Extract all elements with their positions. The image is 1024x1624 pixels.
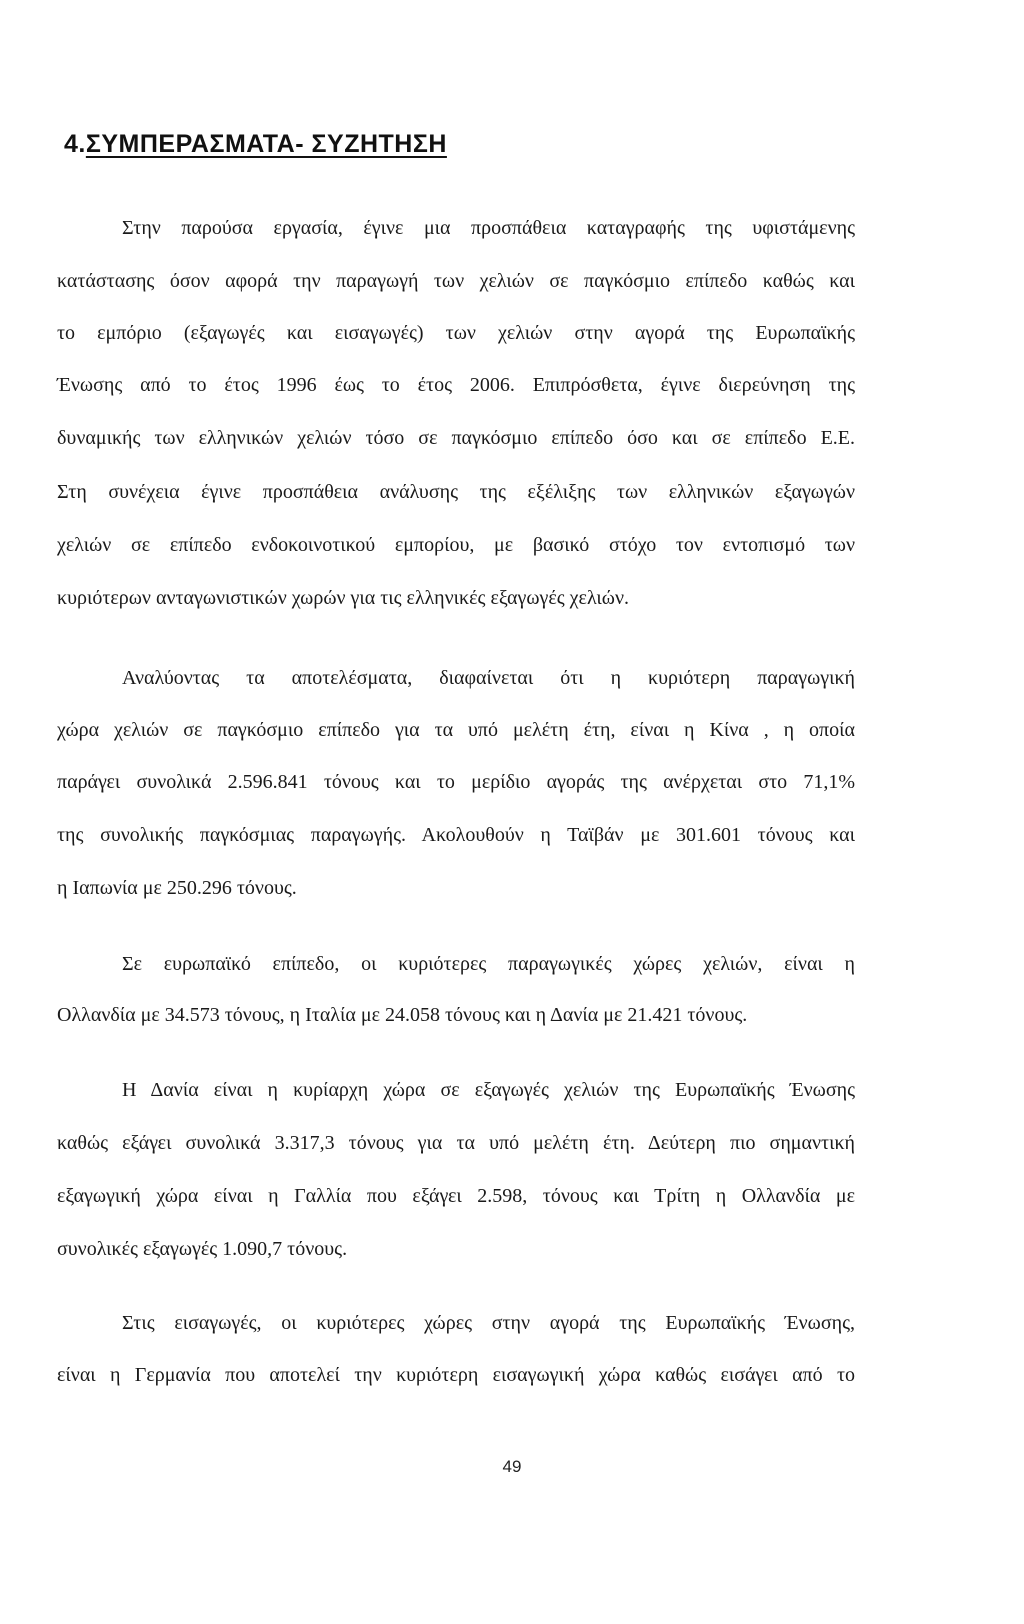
paragraph-4-line-1: Η Δανία είναι η κυρίαρχη χώρα σε εξαγωγές χελιών της Ευρωπαϊκής Ένωσης: [122, 1079, 855, 1101]
page-number: 49: [502, 1457, 522, 1476]
section-title: ΣΥΜΠΕΡΑΣΜΑΤΑ- ΣΥΖΗΤΗΣΗ: [85, 130, 447, 158]
paragraph-2-line-4: της συνολικής παγκόσμιας παραγωγής. Ακολουθούν η Ταϊβάν με 301.601 τόνους και: [57, 824, 855, 846]
paragraph-2-line-1: Αναλύοντας τα αποτελέσματα, διαφαίνεται ότι η κυριότερη παραγωγική: [122, 667, 855, 689]
paragraph-4-line-2: καθώς εξάγει συνολικά 3.317,3 τόνους για τα υπό μελέτη έτη. Δεύτερη πιο σημαντική: [57, 1132, 855, 1154]
paragraph-2-line-5: η Ιαπωνία με 250.296 τόνους.: [57, 877, 297, 899]
paragraph-2-line-3: παράγει συνολικά 2.596.841 τόνους και το μερίδιο αγοράς της ανέρχεται στο 71,1%: [57, 771, 855, 793]
paragraph-3-line-1: Σε ευρωπαϊκό επίπεδο, οι κυριότερες παραγωγικές χώρες χελιών, είναι η: [122, 953, 855, 975]
section-number: 4.: [64, 130, 86, 158]
paragraph-1-line-1: Στην παρούσα εργασία, έγινε μια προσπάθεια καταγραφής της υφιστάμενης: [122, 217, 855, 239]
paragraph-5-line-1: Στις εισαγωγές, οι κυριότερες χώρες στην αγορά της Ευρωπαϊκής Ένωσης,: [122, 1312, 855, 1334]
paragraph-1-line-4: Ένωσης από το έτος 1996 έως το έτος 2006. Επιπρόσθετα, έγινε διερεύνηση της: [57, 374, 855, 396]
paragraph-4-line-4: συνολικές εξαγωγές 1.090,7 τόνους.: [57, 1238, 348, 1260]
paragraph-1-line-7: χελιών σε επίπεδο ενδοκοινοτικού εμπορίου, με βασικό στόχο τον εντοπισμό των: [57, 534, 855, 556]
paragraph-1-line-6: Στη συνέχεια έγινε προσπάθεια ανάλυσης της εξέλιξης των ελληνικών εξαγωγών: [57, 481, 855, 503]
paragraph-4-line-3: εξαγωγική χώρα είναι η Γαλλία που εξάγει 2.598, τόνους και Τρίτη η Ολλανδία με: [57, 1185, 855, 1207]
paragraph-1-line-3: το εμπόριο (εξαγωγές και εισαγωγές) των χελιών στην αγορά της Ευρωπαϊκής: [57, 322, 855, 344]
section-heading: [64, 130, 447, 159]
paragraph-1-line-8: κυριότερων ανταγωνιστικών χωρών για τις ελληνικές εξαγωγές χελιών.: [57, 587, 629, 609]
paragraph-1-line-5: δυναμικής των ελληνικών χελιών τόσο σε παγκόσμιο επίπεδο όσο και σε επίπεδο Ε.Ε.: [57, 427, 855, 449]
paragraph-3-line-2: Ολλανδία με 34.573 τόνους, η Ιταλία με 24.058 τόνους και η Δανία με 21.421 τόνους.: [57, 1004, 748, 1026]
paragraph-1-line-2: κατάστασης όσον αφορά την παραγωγή των χελιών σε παγκόσμιο επίπεδο καθώς και: [57, 270, 855, 292]
paragraph-5-line-2: είναι η Γερμανία που αποτελεί την κυριότερη εισαγωγική χώρα καθώς εισάγει από το: [57, 1364, 855, 1386]
paragraph-2-line-2: χώρα χελιών σε παγκόσμιο επίπεδο για τα υπό μελέτη έτη, είναι η Κίνα , η οποία: [57, 719, 855, 741]
